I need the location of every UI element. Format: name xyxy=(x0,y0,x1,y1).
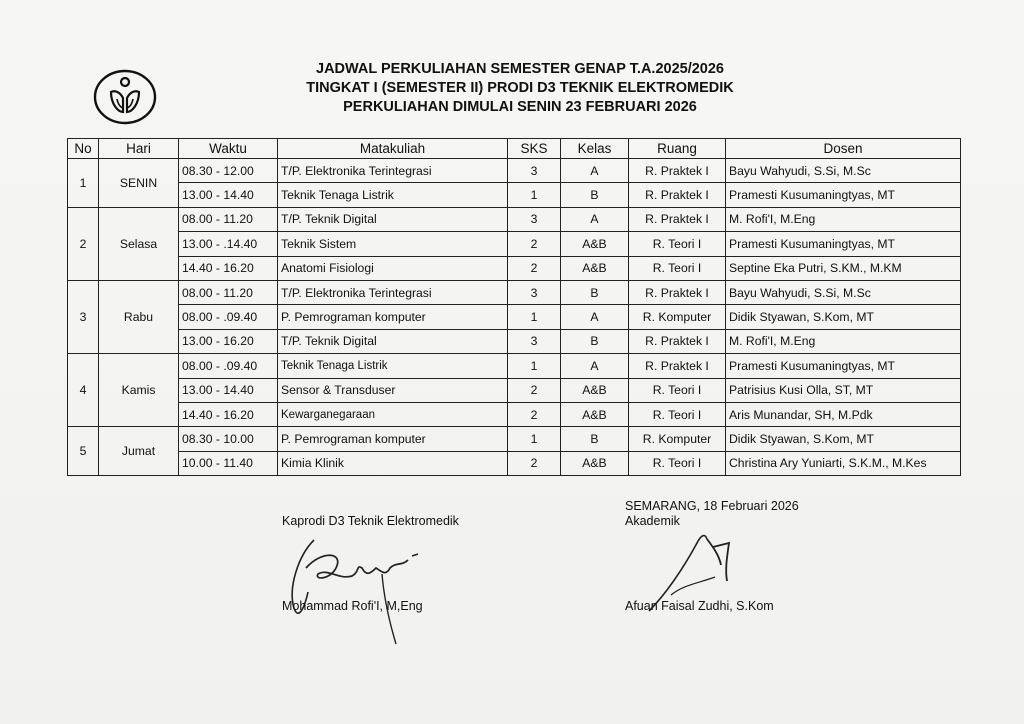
cell-dosen: Bayu Wahyudi, S.Si, M.Sc xyxy=(726,280,961,304)
cell-matakuliah: T/P. Elektronika Terintegrasi xyxy=(278,159,508,183)
table-row xyxy=(68,329,961,353)
schedule-table xyxy=(67,138,961,476)
cell-kelas: A&B xyxy=(561,451,629,475)
cell-sks: 1 xyxy=(508,183,561,207)
cell-matakuliah: Teknik Tenaga Listrik xyxy=(278,183,508,207)
cell-ruang: R. Praktek I xyxy=(629,159,726,183)
cell-dosen: M. Rofi'I, M.Eng xyxy=(726,207,961,231)
left-handwritten-signature-icon xyxy=(278,528,428,648)
table-row xyxy=(68,402,961,426)
cell-dosen: Pramesti Kusumaningtyas, MT xyxy=(726,183,961,207)
right-signatory-title: Akademik xyxy=(625,514,680,528)
cell-waktu: 08.00 - 11.20 xyxy=(179,280,278,304)
cell-matakuliah: Anatomi Fisiologi xyxy=(278,256,508,280)
header-hari: Hari xyxy=(99,139,179,159)
right-signatory-name: Afuan Faisal Zudhi, S.Kom xyxy=(625,599,774,613)
cell-kelas: A&B xyxy=(561,256,629,280)
cell-kelas: B xyxy=(561,427,629,451)
header-matakuliah: Matakuliah xyxy=(278,139,508,159)
cell-sks: 1 xyxy=(508,354,561,378)
header-sks: SKS xyxy=(508,139,561,159)
left-signatory-title: Kaprodi D3 Teknik Elektromedik xyxy=(282,514,459,528)
cell-ruang: R. Praktek I xyxy=(629,183,726,207)
cell-ruang: R. Teori I xyxy=(629,402,726,426)
cell-kelas: A&B xyxy=(561,402,629,426)
cell-kelas: A&B xyxy=(561,378,629,402)
cell-sks: 3 xyxy=(508,207,561,231)
cell-dosen: Aris Munandar, SH, M.Pdk xyxy=(726,402,961,426)
cell-sks: 2 xyxy=(508,451,561,475)
cell-ruang: R. Teori I xyxy=(629,451,726,475)
cell-waktu: 08.30 - 10.00 xyxy=(179,427,278,451)
cell-dosen: Didik Styawan, S.Kom, MT xyxy=(726,305,961,329)
table-row xyxy=(68,354,961,378)
day-name: Selasa xyxy=(99,207,179,280)
cell-waktu: 13.00 - 14.40 xyxy=(179,183,278,207)
cell-waktu: 08.00 - .09.40 xyxy=(179,354,278,378)
cell-waktu: 08.30 - 12.00 xyxy=(179,159,278,183)
left-signatory-name: Mohammad Rofi'I, M,Eng xyxy=(282,599,423,613)
cell-sks: 2 xyxy=(508,256,561,280)
cell-matakuliah: P. Pemrograman komputer xyxy=(278,305,508,329)
table-row xyxy=(68,427,961,451)
cell-ruang: R. Teori I xyxy=(629,256,726,280)
header-start-date: PERKULIAHAN DIMULAI SENIN 23 FEBRUARI 2026 xyxy=(343,99,697,115)
table-row xyxy=(68,305,961,329)
day-name: Kamis xyxy=(99,354,179,427)
table-header-row xyxy=(68,139,961,159)
cell-matakuliah: T/P. Teknik Digital xyxy=(278,329,508,353)
cell-sks: 2 xyxy=(508,232,561,256)
header-dosen: Dosen xyxy=(726,139,961,159)
table-row xyxy=(68,232,961,256)
cell-dosen: Didik Styawan, S.Kom, MT xyxy=(726,427,961,451)
cell-waktu: 14.40 - 16.20 xyxy=(179,256,278,280)
schedule-body xyxy=(68,159,961,476)
cell-kelas: A xyxy=(561,354,629,378)
table-row xyxy=(68,207,961,231)
day-number: 5 xyxy=(68,427,99,476)
cell-kelas: A&B xyxy=(561,232,629,256)
cell-sks: 3 xyxy=(508,159,561,183)
cell-matakuliah: Sensor & Transduser xyxy=(278,378,508,402)
cell-kelas: A xyxy=(561,305,629,329)
table-row xyxy=(68,378,961,402)
cell-ruang: R. Praktek I xyxy=(629,280,726,304)
cell-kelas: B xyxy=(561,183,629,207)
cell-dosen: M. Rofi'I, M.Eng xyxy=(726,329,961,353)
cell-sks: 3 xyxy=(508,280,561,304)
document-header xyxy=(180,60,860,117)
table-row xyxy=(68,159,961,183)
cell-waktu: 13.00 - 14.40 xyxy=(179,378,278,402)
cell-ruang: R. Teori I xyxy=(629,232,726,256)
cell-dosen: Pramesti Kusumaningtyas, MT xyxy=(726,354,961,378)
table-row xyxy=(68,280,961,304)
cell-kelas: B xyxy=(561,280,629,304)
day-name: Jumat xyxy=(99,427,179,476)
header-waktu: Waktu xyxy=(179,139,278,159)
header-no: No xyxy=(68,139,99,159)
cell-waktu: 08.00 - 11.20 xyxy=(179,207,278,231)
day-number: 3 xyxy=(68,280,99,353)
cell-waktu: 14.40 - 16.20 xyxy=(179,402,278,426)
day-number: 1 xyxy=(68,159,99,208)
header-kelas: Kelas xyxy=(561,139,629,159)
cell-ruang: R. Praktek I xyxy=(629,329,726,353)
cell-matakuliah: Teknik Sistem xyxy=(278,232,508,256)
cell-sks: 3 xyxy=(508,329,561,353)
cell-ruang: R. Komputer xyxy=(629,427,726,451)
table-row xyxy=(68,451,961,475)
table-row xyxy=(68,256,961,280)
day-name: Rabu xyxy=(99,280,179,353)
cell-waktu: 13.00 - 16.20 xyxy=(179,329,278,353)
day-name: SENIN xyxy=(99,159,179,208)
place-and-date: SEMARANG, 18 Februari 2026 xyxy=(625,499,799,513)
cell-matakuliah: P. Pemrograman komputer xyxy=(278,427,508,451)
cell-sks: 1 xyxy=(508,427,561,451)
day-number: 2 xyxy=(68,207,99,280)
cell-dosen: Bayu Wahyudi, S.Si, M.Sc xyxy=(726,159,961,183)
cell-waktu: 08.00 - .09.40 xyxy=(179,305,278,329)
cell-dosen: Septine Eka Putri, S.KM., M.KM xyxy=(726,256,961,280)
cell-waktu: 13.00 - .14.40 xyxy=(179,232,278,256)
cell-ruang: R. Praktek I xyxy=(629,207,726,231)
cell-matakuliah: T/P. Elektronika Terintegrasi xyxy=(278,280,508,304)
header-subtitle: TINGKAT I (SEMESTER II) PRODI D3 TEKNIK ELEKTROMEDIK xyxy=(306,80,734,96)
header-title: JADWAL PERKULIAHAN SEMESTER GENAP T.A.2025/2026 xyxy=(316,61,724,77)
cell-ruang: R. Praktek I xyxy=(629,354,726,378)
day-number: 4 xyxy=(68,354,99,427)
cell-dosen: Pramesti Kusumaningtyas, MT xyxy=(726,232,961,256)
cell-sks: 2 xyxy=(508,402,561,426)
cell-ruang: R. Komputer xyxy=(629,305,726,329)
cell-matakuliah: Kimia Klinik xyxy=(278,451,508,475)
institution-logo-icon xyxy=(92,68,158,126)
cell-sks: 1 xyxy=(508,305,561,329)
cell-ruang: R. Teori I xyxy=(629,378,726,402)
cell-kelas: B xyxy=(561,329,629,353)
cell-matakuliah: Teknik Tenaga Listrik xyxy=(278,354,508,378)
table-row xyxy=(68,183,961,207)
cell-matakuliah: Kewarganegaraan xyxy=(278,402,508,426)
cell-kelas: A xyxy=(561,159,629,183)
cell-matakuliah: T/P. Teknik Digital xyxy=(278,207,508,231)
cell-waktu: 10.00 - 11.40 xyxy=(179,451,278,475)
cell-kelas: A xyxy=(561,207,629,231)
cell-dosen: Patrisius Kusi Olla, ST, MT xyxy=(726,378,961,402)
cell-sks: 2 xyxy=(508,378,561,402)
header-ruang: Ruang xyxy=(629,139,726,159)
cell-dosen: Christina Ary Yuniarti, S.K.M., M.Kes xyxy=(726,451,961,475)
